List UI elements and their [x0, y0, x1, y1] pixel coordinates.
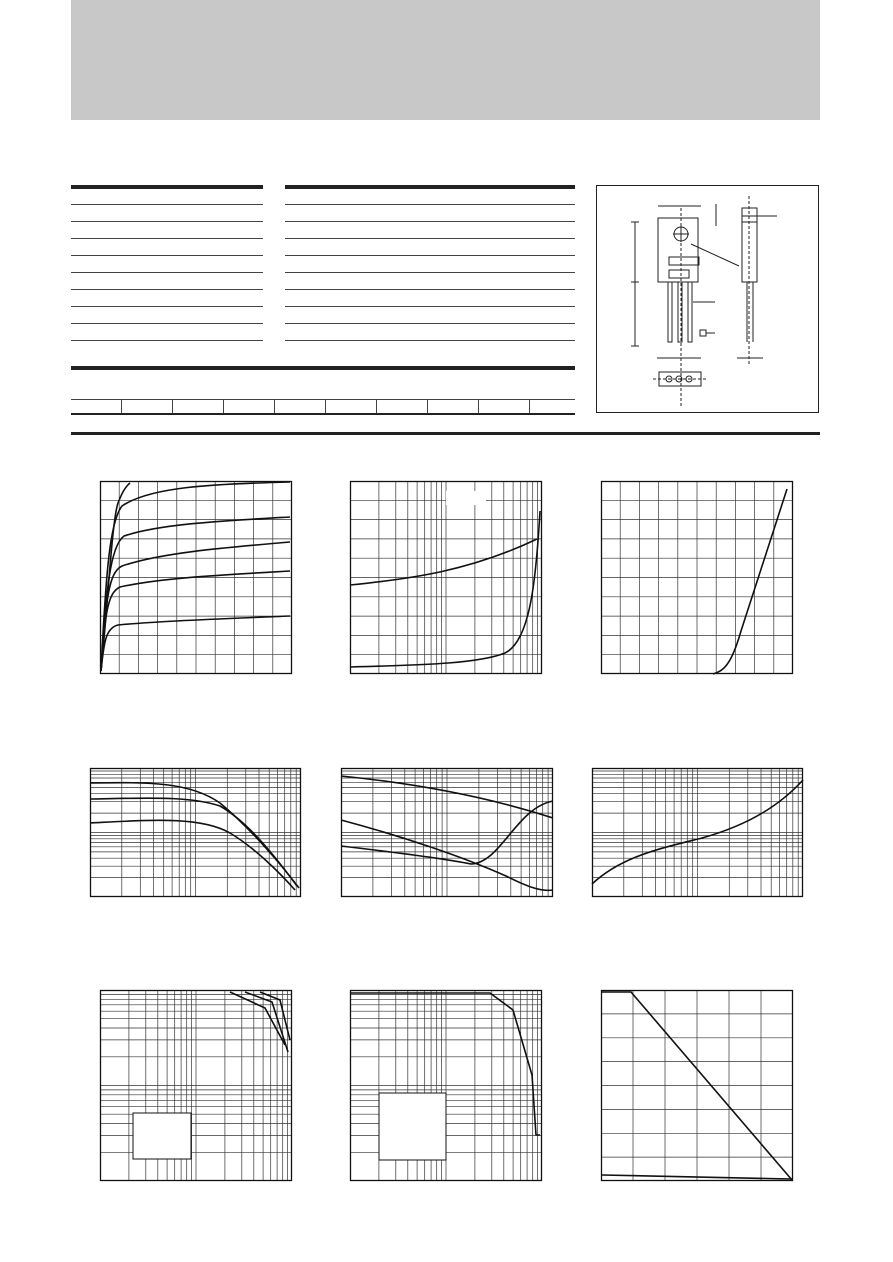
table-row — [285, 204, 575, 221]
table-row — [285, 187, 575, 204]
graph-4-curve-2 — [90, 798, 297, 886]
graph-7 — [100, 990, 292, 1181]
graph-4-grid — [90, 768, 301, 897]
table-row — [71, 238, 263, 255]
graph-5-grid — [341, 768, 553, 897]
graph-4 — [90, 768, 301, 897]
table-row — [71, 399, 575, 414]
table-row — [285, 255, 575, 272]
electrical-characteristics-table — [285, 185, 575, 341]
graph-1-curve-6 — [101, 616, 290, 671]
table-row — [285, 306, 575, 323]
graph-3 — [601, 481, 793, 674]
table-row — [285, 272, 575, 289]
table-row — [285, 289, 575, 306]
table-row — [285, 238, 575, 255]
graph-4-curve-3 — [90, 820, 295, 890]
table-row — [71, 187, 263, 204]
graph-2-curve-2 — [350, 511, 540, 667]
package-outline-drawing — [597, 186, 820, 414]
classification-table — [71, 366, 575, 415]
absolute-ratings-table — [71, 185, 263, 341]
header-band — [71, 0, 820, 120]
table-row — [71, 272, 263, 289]
graph-1-curve-5 — [101, 571, 290, 671]
table-row — [71, 221, 263, 238]
graph-6 — [592, 768, 803, 897]
package-outline-box — [596, 185, 819, 413]
graph-3-grid — [601, 481, 793, 674]
graph-2 — [350, 481, 542, 674]
graph-7-legend-box — [133, 1113, 191, 1159]
graph-1 — [100, 481, 292, 674]
table-row — [285, 323, 575, 340]
graph-2-grid — [350, 481, 542, 674]
graph-9-grid — [601, 990, 793, 1181]
graph-1-curve-3 — [101, 517, 290, 671]
graph-3-curve-1 — [713, 489, 787, 674]
graph-5 — [341, 768, 553, 897]
section-divider — [71, 432, 820, 435]
table-row — [285, 221, 575, 238]
table-row — [71, 368, 575, 399]
table-row — [71, 204, 263, 221]
graph-7-grid — [100, 990, 292, 1181]
table-row — [71, 306, 263, 323]
graph-6-grid — [592, 768, 803, 897]
graph-2-curve-1 — [350, 539, 537, 585]
table-row — [71, 289, 263, 306]
table-row — [71, 323, 263, 340]
graph-2-label-box — [446, 491, 486, 505]
graph-8-legend-box — [379, 1093, 446, 1160]
graph-8 — [350, 990, 542, 1181]
table-row — [71, 255, 263, 272]
graph-9 — [601, 990, 793, 1181]
graph-1-curve-4 — [101, 542, 290, 671]
